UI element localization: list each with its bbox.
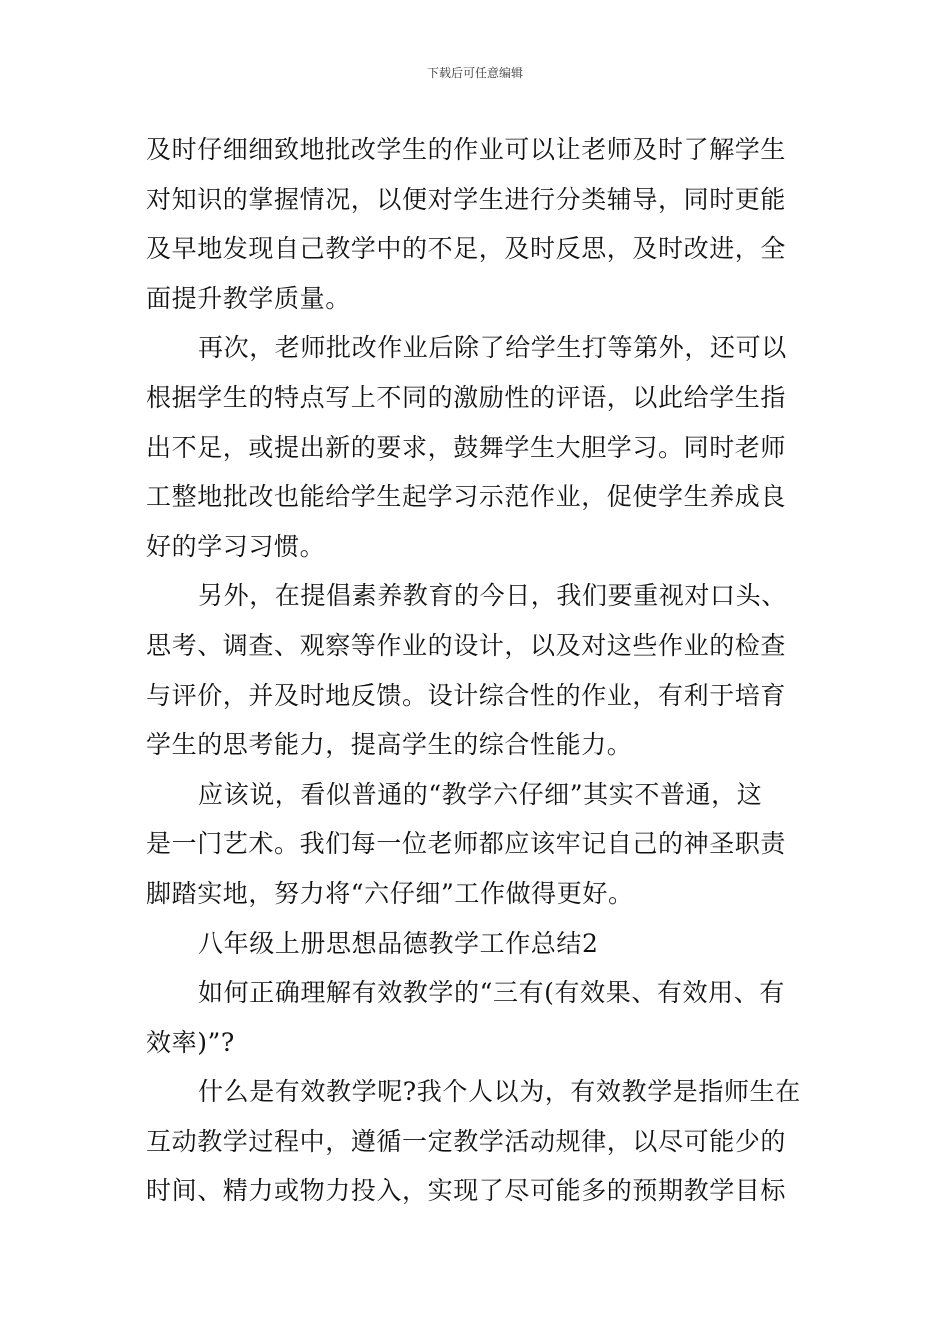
section-heading: 八年级上册思想品德教学工作总结2 <box>198 928 599 958</box>
text-line: 及早地发现自己教学中的不足，及时反思，及时改进，全 <box>146 234 787 264</box>
text-line: 根据学生的特点写上不同的激励性的评语，以此给学生指 <box>146 382 787 412</box>
page-header: 下载后可任意编辑 <box>426 66 523 80</box>
text-line: 思考、调查、观察等作业的设计，以及对这些作业的检查 <box>146 630 787 660</box>
document-body <box>146 125 806 1216</box>
text-line: 好的学习习惯。 <box>146 531 326 561</box>
text-line: 对知识的掌握情况，以便对学生进行分类辅导，同时更能 <box>146 184 787 214</box>
paragraph-start-line: 如何正确理解有效教学的“三有(有效果、有效用、有 <box>198 978 785 1008</box>
text-line: 互动教学过程中，遵循一定教学活动规律，以尽可能少的 <box>146 1126 787 1156</box>
text-line: 及时仔细细致地批改学生的作业可以让老师及时了解学生 <box>146 135 787 164</box>
text-line: 学生的思考能力，提高学生的综合性能力。 <box>146 730 633 760</box>
text-line: 面提升教学质量。 <box>146 283 351 313</box>
text-line: 效率)”? <box>146 1027 235 1057</box>
text-line: 时间、精力或物力投入，实现了尽可能多的预期教学目标 <box>146 1176 787 1206</box>
text-line: 脚踏实地，努力将“六仔细”工作做得更好。 <box>146 878 634 908</box>
text-line: 是一门艺术。我们每一位老师都应该牢记自己的神圣职责 <box>146 829 787 859</box>
text-line: 工整地批改也能给学生起学习示范作业，促使学生养成良 <box>146 482 787 512</box>
text-line: 出不足，或提出新的要求，鼓舞学生大胆学习。同时老师 <box>146 432 787 462</box>
paragraph-start-line: 再次，老师批改作业后除了给学生打等第外，还可以 <box>198 333 787 363</box>
text-line: 与评价，并及时地反馈。设计综合性的作业，有利于培育 <box>146 680 787 710</box>
paragraph-start-line: 什么是有效教学呢?我个人以为，有效教学是指师生在 <box>198 1077 801 1107</box>
paragraph-start-line: 另外，在提倡素养教育的今日，我们要重视对口头、 <box>198 581 787 611</box>
paragraph-start-line: 应该说，看似普通的“教学六仔细”其实不普通，这 <box>198 779 763 809</box>
